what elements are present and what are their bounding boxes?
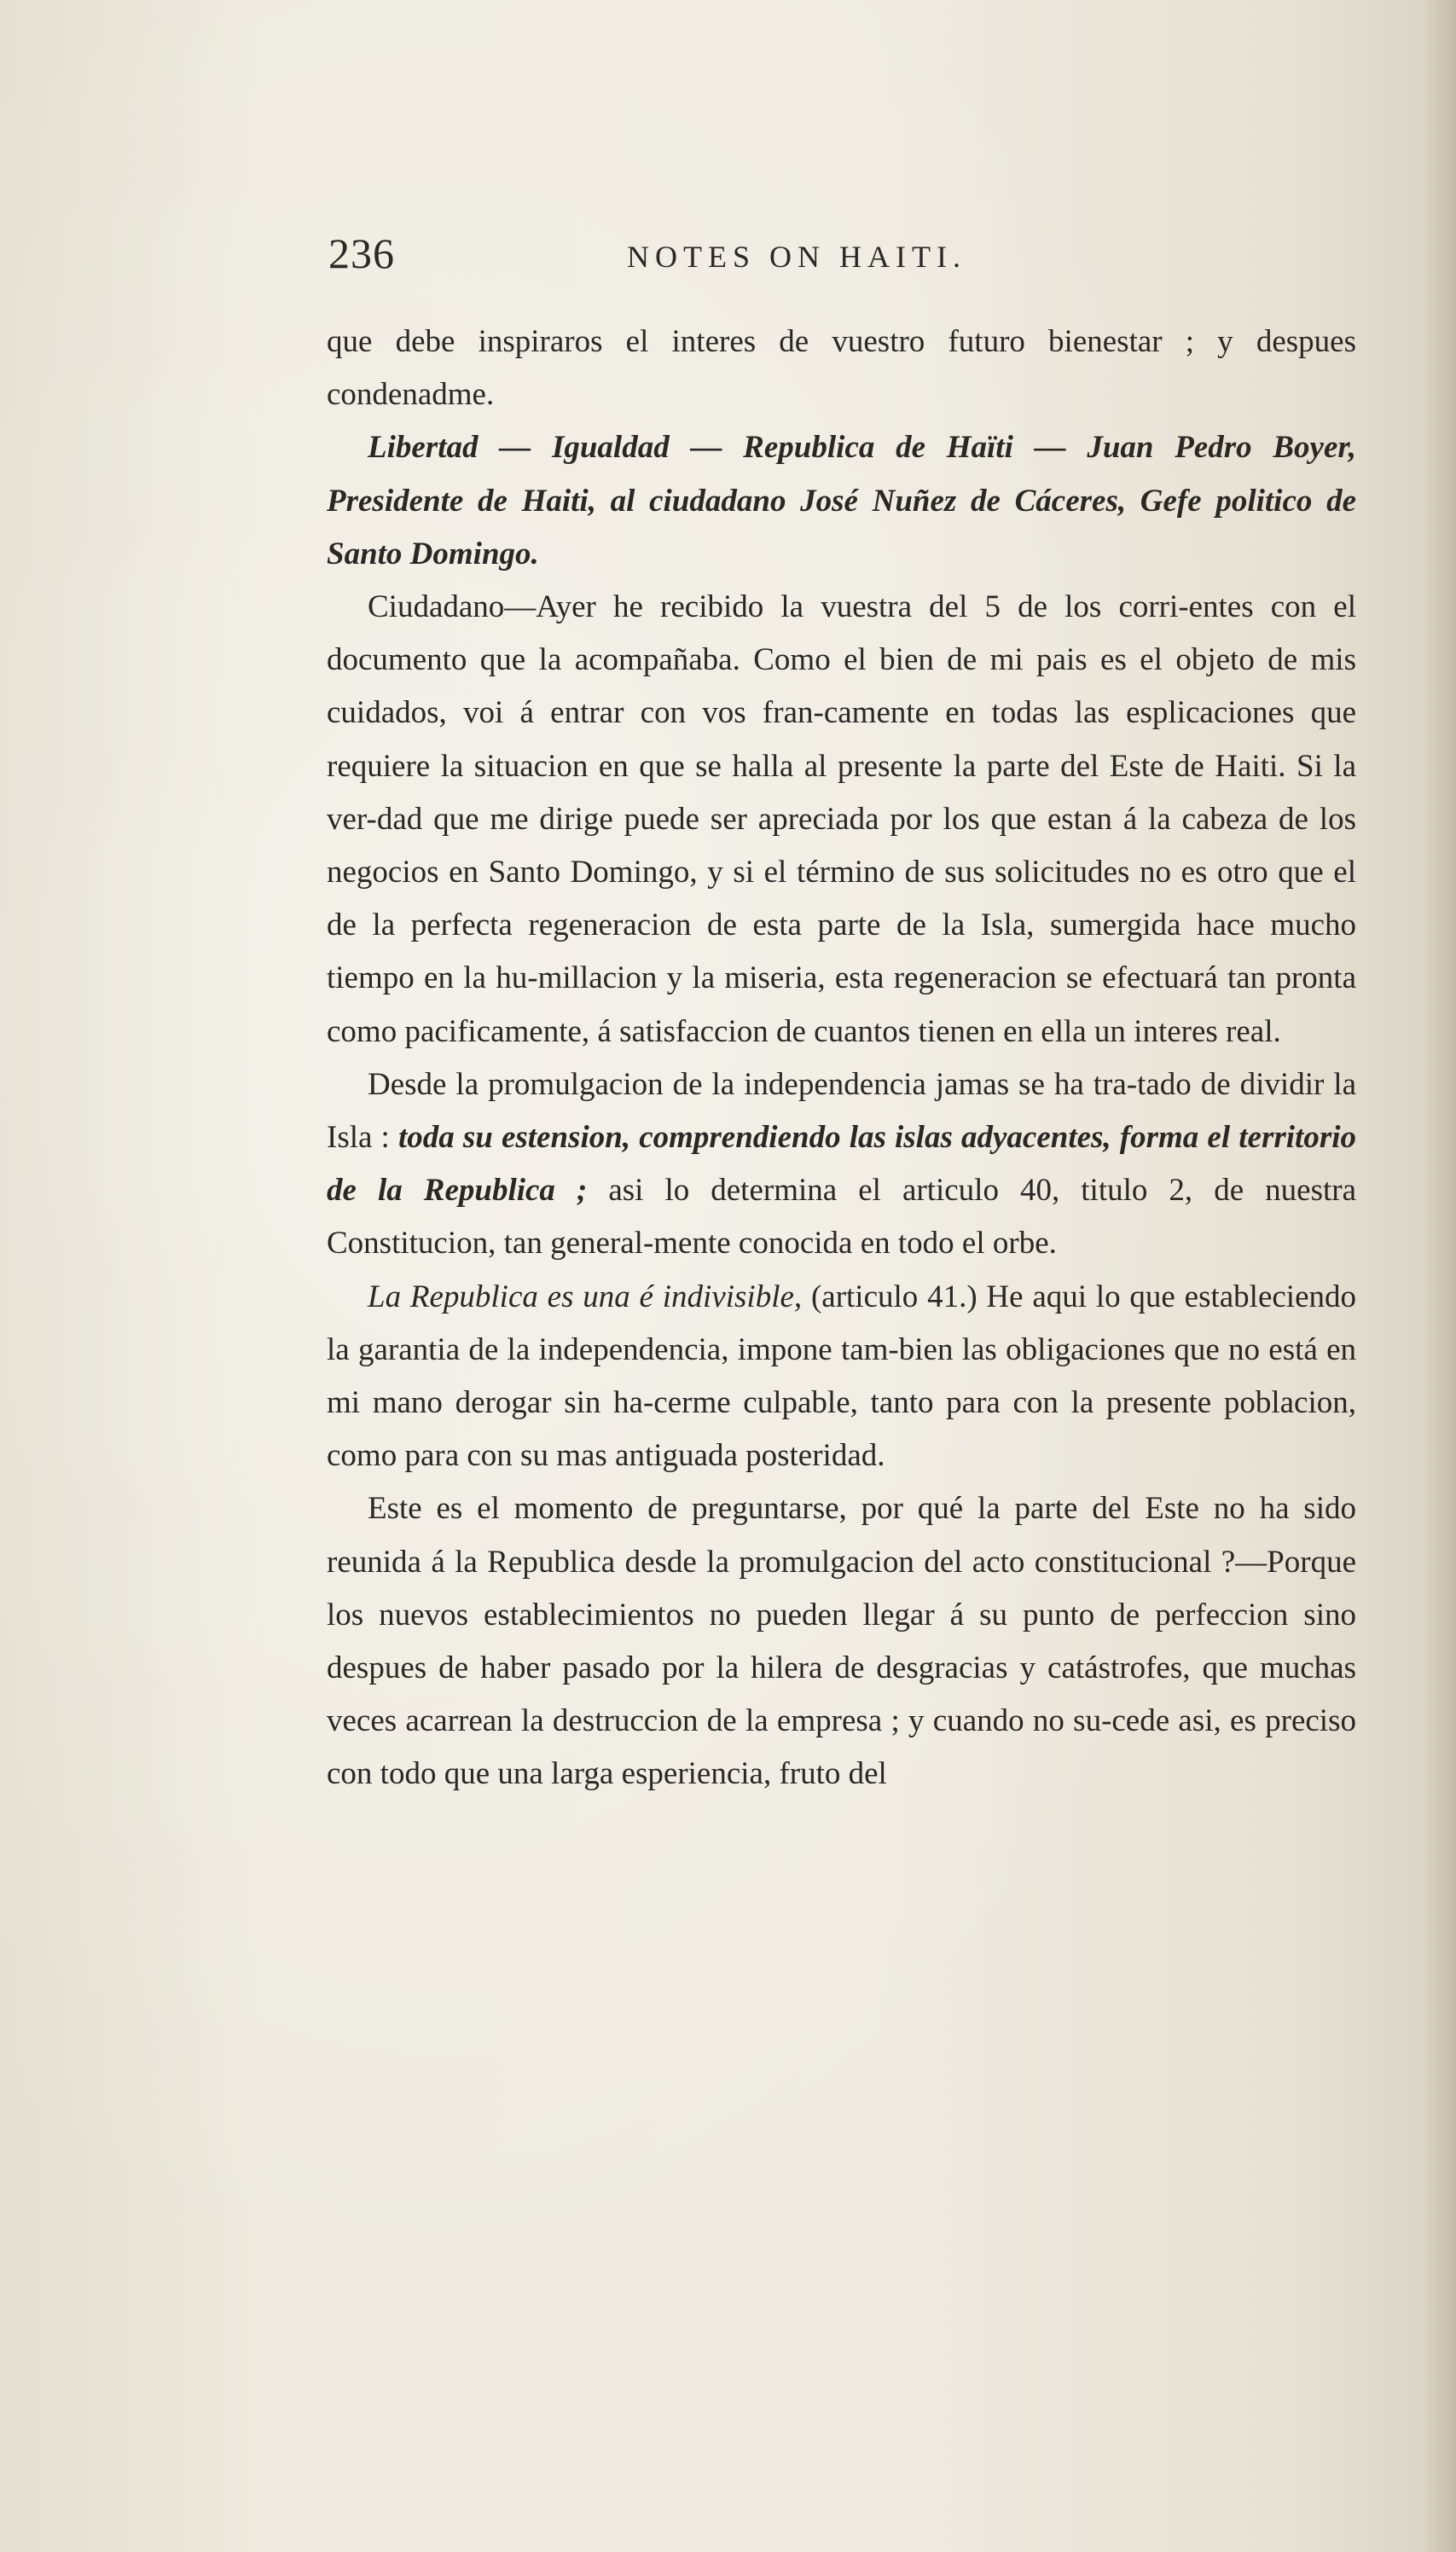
body-text — [327, 316, 1356, 1801]
paragraph-1: que debe inspiraros el interes de vuestro futuro bienestar ; y despues condenadme. — [327, 324, 1356, 413]
paragraph-4 — [327, 1058, 1356, 1271]
paragraph-6: Este es el momento de preguntarse, por qué la parte del Este no ha sido reunida á la Republica desde la promulgacion del acto constitucional ?—Porque los nuevos establecimientos no pueden llegar á su punto de perfeccion sino despues de haber pasado por la hilera de desgracias y catástrofes, que muchas veces acarrean la destruccion de la empresa ; y cuando no su-cede asi, es preciso con todo que una larga esperiencia, fruto del — [327, 1491, 1356, 1792]
gutter-shadow — [1422, 0, 1456, 2552]
paragraph-2-letter-heading: Libertad — Igualdad — Republica de Haïti — Juan Pedro Boyer, Presidente de Haiti, al ciudadano José Nuñez de Cáceres, Gefe politico de Santo Domingo. — [327, 430, 1356, 571]
page-number: 236 — [328, 229, 395, 277]
paragraph-3: Ciudadano—Ayer he recibido la vuestra del 5 de los corri-entes con el documento que la acompañaba. Como el bien de mi pais es el objeto de mis cuidados, voi á entrar con vos fran-camente en todas las esplicaciones que requiere la situacion en que se halla al presente la parte del Este de Haiti. Si la ver-dad que me dirige puede ser apreciada por los que estan á la cabeza de los negocios en Santo Domingo, y si el término de sus solicitudes no es otro que el de la perfecta regeneracion de esta parte de la Isla, sumergida hace mucho tiempo en la hu-millacion y la miseria, esta regeneracion se efectuará tan pronta como pacificamente, á satisfaccion de cuantos tienen en ella un interes real. — [327, 589, 1356, 1049]
paragraph-4-text-c: asi lo determina el articulo 40, titulo 2, de nuestra Constitucion, tan general-mente conocida en todo el orbe. — [327, 1173, 1356, 1262]
page-header — [328, 229, 1356, 288]
paragraph-5 — [327, 1271, 1356, 1483]
paragraph-4-text-a: Desde la promulgacion de la independencia jamas se ha tra-tado de dividir la Isla : — [327, 1066, 1356, 1156]
paragraph-4-quote: toda su estension, comprendiendo las islas adyacentes, forma el territorio de la Republica ; — [327, 1120, 1356, 1209]
paragraph-5-text: (articulo 41.) He aqui lo que estableciendo la garantia de la independencia, impone tam-bien las obligaciones que no está en mi mano derogar sin ha-cerme culpable, tanto para con la presente poblacion, como para con su mas antiguada posteridad. — [327, 1279, 1356, 1474]
paragraph-5-quote: La Republica es una é indivisible, — [368, 1279, 803, 1314]
running-title: NOTES ON HAITI. — [627, 240, 966, 274]
